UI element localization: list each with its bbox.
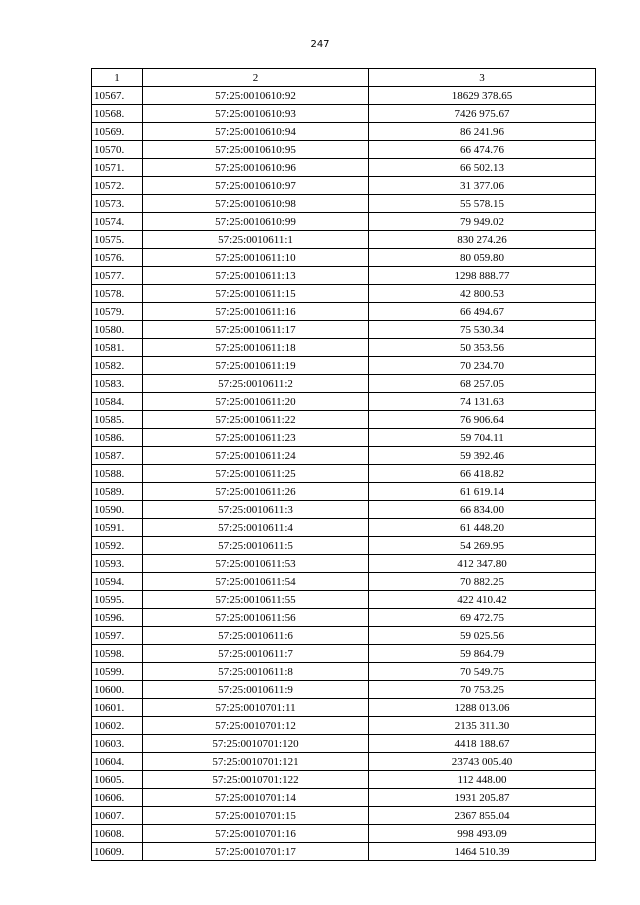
row-number-cell: 10580. xyxy=(92,321,143,339)
cadastral-value-cell: 23743 005.40 xyxy=(369,753,596,771)
table-row xyxy=(92,321,596,339)
table-row xyxy=(92,105,596,123)
cadastral-value-cell: 412 347.80 xyxy=(369,555,596,573)
row-number-cell: 10596. xyxy=(92,609,143,627)
table-row xyxy=(92,303,596,321)
row-number-cell: 10589. xyxy=(92,483,143,501)
table-row xyxy=(92,123,596,141)
cadastral-number-cell: 57:25:0010611:17 xyxy=(143,321,369,339)
table-row xyxy=(92,141,596,159)
cadastral-value-cell: 998 493.09 xyxy=(369,825,596,843)
cadastral-value-cell: 74 131.63 xyxy=(369,393,596,411)
table-row xyxy=(92,537,596,555)
cadastral-value-cell: 50 353.56 xyxy=(369,339,596,357)
cadastral-value-cell: 59 025.56 xyxy=(369,627,596,645)
cadastral-number-cell: 57:25:0010611:13 xyxy=(143,267,369,285)
cadastral-number-cell: 57:25:0010611:16 xyxy=(143,303,369,321)
cadastral-value-table xyxy=(91,68,596,861)
cadastral-number-cell: 57:25:0010701:121 xyxy=(143,753,369,771)
cadastral-value-cell: 1464 510.39 xyxy=(369,843,596,861)
cadastral-number-cell: 57:25:0010701:122 xyxy=(143,771,369,789)
row-number-cell: 10599. xyxy=(92,663,143,681)
row-number-cell: 10588. xyxy=(92,465,143,483)
cadastral-number-cell: 57:25:0010611:6 xyxy=(143,627,369,645)
cadastral-value-cell: 55 578.15 xyxy=(369,195,596,213)
table-row xyxy=(92,339,596,357)
cadastral-number-cell: 57:25:0010611:26 xyxy=(143,483,369,501)
row-number-cell: 10578. xyxy=(92,285,143,303)
cadastral-number-cell: 57:25:0010611:9 xyxy=(143,681,369,699)
cadastral-value-cell: 59 704.11 xyxy=(369,429,596,447)
row-number-cell: 10590. xyxy=(92,501,143,519)
cadastral-number-cell: 57:25:0010611:7 xyxy=(143,645,369,663)
table-row xyxy=(92,645,596,663)
cadastral-value-cell: 70 549.75 xyxy=(369,663,596,681)
cadastral-number-cell: 57:25:0010611:2 xyxy=(143,375,369,393)
table-row xyxy=(92,483,596,501)
cadastral-value-cell: 1288 013.06 xyxy=(369,699,596,717)
cadastral-number-cell: 57:25:0010611:3 xyxy=(143,501,369,519)
cadastral-number-cell: 57:25:0010610:98 xyxy=(143,195,369,213)
cadastral-number-cell: 57:25:0010610:95 xyxy=(143,141,369,159)
cadastral-number-cell: 57:25:0010701:15 xyxy=(143,807,369,825)
cadastral-value-cell: 86 241.96 xyxy=(369,123,596,141)
cadastral-value-cell: 830 274.26 xyxy=(369,231,596,249)
row-number-cell: 10584. xyxy=(92,393,143,411)
table-row xyxy=(92,411,596,429)
cadastral-value-cell: 31 377.06 xyxy=(369,177,596,195)
cadastral-number-cell: 57:25:0010610:99 xyxy=(143,213,369,231)
cadastral-number-cell: 57:25:0010701:12 xyxy=(143,717,369,735)
cadastral-number-cell: 57:25:0010610:97 xyxy=(143,177,369,195)
cadastral-value-cell: 7426 975.67 xyxy=(369,105,596,123)
table-row xyxy=(92,465,596,483)
cadastral-number-cell: 57:25:0010611:8 xyxy=(143,663,369,681)
row-number-cell: 10569. xyxy=(92,123,143,141)
row-number-cell: 10575. xyxy=(92,231,143,249)
cadastral-value-cell: 61 619.14 xyxy=(369,483,596,501)
row-number-cell: 10605. xyxy=(92,771,143,789)
cadastral-value-cell: 70 234.70 xyxy=(369,357,596,375)
cadastral-value-cell: 42 800.53 xyxy=(369,285,596,303)
cadastral-value-cell: 54 269.95 xyxy=(369,537,596,555)
row-number-cell: 10573. xyxy=(92,195,143,213)
row-number-cell: 10598. xyxy=(92,645,143,663)
row-number-cell: 10586. xyxy=(92,429,143,447)
cadastral-number-cell: 57:25:0010611:24 xyxy=(143,447,369,465)
cadastral-number-cell: 57:25:0010610:96 xyxy=(143,159,369,177)
table-row xyxy=(92,195,596,213)
cadastral-number-cell: 57:25:0010701:17 xyxy=(143,843,369,861)
table-row xyxy=(92,825,596,843)
cadastral-number-cell: 57:25:0010611:18 xyxy=(143,339,369,357)
cadastral-number-cell: 57:25:0010610:94 xyxy=(143,123,369,141)
cadastral-value-cell: 70 882.25 xyxy=(369,573,596,591)
cadastral-value-cell: 66 494.67 xyxy=(369,303,596,321)
table-row xyxy=(92,735,596,753)
table-row xyxy=(92,231,596,249)
cadastral-value-cell: 4418 188.67 xyxy=(369,735,596,753)
cadastral-value-cell: 2135 311.30 xyxy=(369,717,596,735)
cadastral-number-cell: 57:25:0010611:19 xyxy=(143,357,369,375)
cadastral-number-cell: 57:25:0010610:93 xyxy=(143,105,369,123)
table-row xyxy=(92,663,596,681)
table-row xyxy=(92,789,596,807)
row-number-cell: 10608. xyxy=(92,825,143,843)
cadastral-number-cell: 57:25:0010611:55 xyxy=(143,591,369,609)
table-row xyxy=(92,519,596,537)
table-row xyxy=(92,681,596,699)
cadastral-number-cell: 57:25:0010611:23 xyxy=(143,429,369,447)
row-number-cell: 10595. xyxy=(92,591,143,609)
row-number-cell: 10577. xyxy=(92,267,143,285)
cadastral-number-cell: 57:25:0010611:4 xyxy=(143,519,369,537)
table-row xyxy=(92,555,596,573)
cadastral-number-cell: 57:25:0010701:11 xyxy=(143,699,369,717)
cadastral-value-cell: 69 472.75 xyxy=(369,609,596,627)
table-row xyxy=(92,285,596,303)
cadastral-value-cell: 76 906.64 xyxy=(369,411,596,429)
row-number-cell: 10567. xyxy=(92,87,143,105)
row-number-cell: 10570. xyxy=(92,141,143,159)
table-row xyxy=(92,213,596,231)
cadastral-value-cell: 68 257.05 xyxy=(369,375,596,393)
row-number-cell: 10600. xyxy=(92,681,143,699)
cadastral-value-cell: 66 834.00 xyxy=(369,501,596,519)
table-row xyxy=(92,447,596,465)
table-row xyxy=(92,267,596,285)
row-number-cell: 10603. xyxy=(92,735,143,753)
cadastral-number-cell: 57:25:0010611:25 xyxy=(143,465,369,483)
cadastral-number-cell: 57:25:0010701:16 xyxy=(143,825,369,843)
cadastral-value-cell: 75 530.34 xyxy=(369,321,596,339)
cadastral-value-cell: 70 753.25 xyxy=(369,681,596,699)
row-number-cell: 10593. xyxy=(92,555,143,573)
row-number-cell: 10587. xyxy=(92,447,143,465)
column-header-number: 1 xyxy=(92,69,143,87)
table-row xyxy=(92,177,596,195)
cadastral-value-cell: 66 418.82 xyxy=(369,465,596,483)
cadastral-value-cell: 66 474.76 xyxy=(369,141,596,159)
column-header-cadastral-number: 2 xyxy=(143,69,369,87)
table-header-row xyxy=(92,69,596,87)
cadastral-value-cell: 80 059.80 xyxy=(369,249,596,267)
row-number-cell: 10581. xyxy=(92,339,143,357)
row-number-cell: 10568. xyxy=(92,105,143,123)
cadastral-value-cell: 79 949.02 xyxy=(369,213,596,231)
page-number: 247 xyxy=(310,39,330,50)
row-number-cell: 10579. xyxy=(92,303,143,321)
table-row xyxy=(92,699,596,717)
cadastral-number-cell: 57:25:0010611:15 xyxy=(143,285,369,303)
table-row xyxy=(92,429,596,447)
cadastral-value-cell: 112 448.00 xyxy=(369,771,596,789)
table-row xyxy=(92,627,596,645)
table-row xyxy=(92,717,596,735)
row-number-cell: 10607. xyxy=(92,807,143,825)
cadastral-number-cell: 57:25:0010611:56 xyxy=(143,609,369,627)
row-number-cell: 10571. xyxy=(92,159,143,177)
table-row xyxy=(92,753,596,771)
cadastral-value-cell: 59 392.46 xyxy=(369,447,596,465)
row-number-cell: 10601. xyxy=(92,699,143,717)
cadastral-number-cell: 57:25:0010701:120 xyxy=(143,735,369,753)
table-row xyxy=(92,771,596,789)
table-body xyxy=(92,69,596,861)
cadastral-number-cell: 57:25:0010611:22 xyxy=(143,411,369,429)
cadastral-value-cell: 1931 205.87 xyxy=(369,789,596,807)
table-row xyxy=(92,807,596,825)
table-row xyxy=(92,609,596,627)
row-number-cell: 10576. xyxy=(92,249,143,267)
cadastral-value-cell: 2367 855.04 xyxy=(369,807,596,825)
row-number-cell: 10574. xyxy=(92,213,143,231)
table-row xyxy=(92,573,596,591)
table-row xyxy=(92,501,596,519)
table-row xyxy=(92,591,596,609)
cadastral-value-cell: 1298 888.77 xyxy=(369,267,596,285)
row-number-cell: 10594. xyxy=(92,573,143,591)
cadastral-number-cell: 57:25:0010611:1 xyxy=(143,231,369,249)
table-row xyxy=(92,87,596,105)
cadastral-value-cell: 422 410.42 xyxy=(369,591,596,609)
table-row xyxy=(92,159,596,177)
cadastral-value-cell: 59 864.79 xyxy=(369,645,596,663)
cadastral-value-cell: 66 502.13 xyxy=(369,159,596,177)
row-number-cell: 10591. xyxy=(92,519,143,537)
cadastral-value-cell: 18629 378.65 xyxy=(369,87,596,105)
row-number-cell: 10609. xyxy=(92,843,143,861)
row-number-cell: 10592. xyxy=(92,537,143,555)
row-number-cell: 10582. xyxy=(92,357,143,375)
cadastral-number-cell: 57:25:0010611:20 xyxy=(143,393,369,411)
row-number-cell: 10583. xyxy=(92,375,143,393)
cadastral-number-cell: 57:25:0010610:92 xyxy=(143,87,369,105)
cadastral-number-cell: 57:25:0010701:14 xyxy=(143,789,369,807)
table-row xyxy=(92,393,596,411)
row-number-cell: 10597. xyxy=(92,627,143,645)
row-number-cell: 10602. xyxy=(92,717,143,735)
table-row xyxy=(92,357,596,375)
cadastral-number-cell: 57:25:0010611:10 xyxy=(143,249,369,267)
table-row xyxy=(92,249,596,267)
cadastral-value-cell: 61 448.20 xyxy=(369,519,596,537)
row-number-cell: 10604. xyxy=(92,753,143,771)
cadastral-number-cell: 57:25:0010611:54 xyxy=(143,573,369,591)
cadastral-number-cell: 57:25:0010611:5 xyxy=(143,537,369,555)
row-number-cell: 10606. xyxy=(92,789,143,807)
row-number-cell: 10585. xyxy=(92,411,143,429)
table-row xyxy=(92,375,596,393)
row-number-cell: 10572. xyxy=(92,177,143,195)
column-header-cadastral-value: 3 xyxy=(369,69,596,87)
cadastral-number-cell: 57:25:0010611:53 xyxy=(143,555,369,573)
table-row xyxy=(92,843,596,861)
